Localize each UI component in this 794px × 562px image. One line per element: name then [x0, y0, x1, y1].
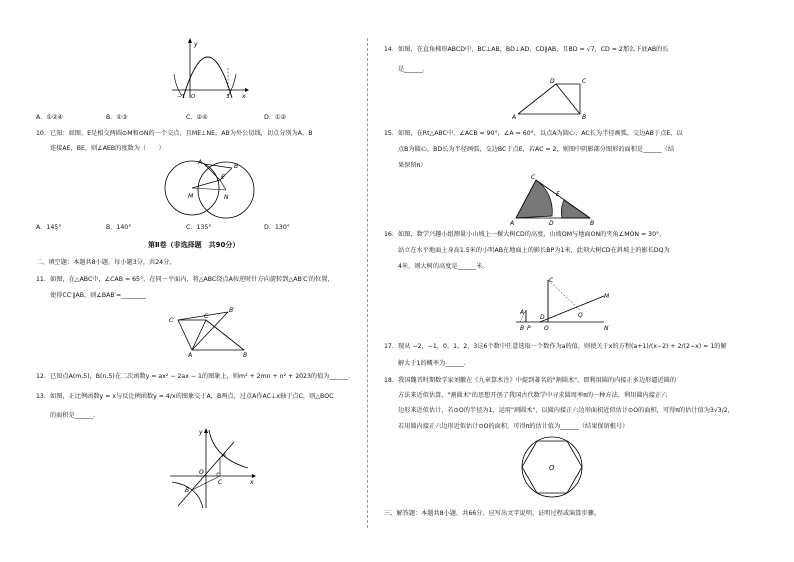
q11-label-cprime: C′	[169, 317, 175, 324]
q11-label-b: B	[243, 352, 248, 359]
q15-label-d: D	[549, 220, 554, 227]
q10-label-m: M	[188, 193, 194, 200]
column-divider	[367, 38, 368, 528]
q14-label-c: C	[582, 78, 587, 85]
q13-y-label: y	[199, 429, 203, 436]
q11-text-line1: 11．如图，在△ABC中，∠CAB = 65°，在同一平面内，将△ABC绕点A按逆时针方向旋转到△AB′C′的位置，	[36, 276, 334, 283]
q12-text: 12．已知点A(m,5)，B(n,5)在二次函数y = ax² − 2ax − 1的图象上，则m² + 2mn + n² + 2023的值为______.	[36, 373, 351, 380]
section2-title: 第Ⅱ卷（非选择题 共90分）	[148, 241, 240, 249]
q15-label-e: E	[556, 191, 560, 198]
q9-option-c: C．②④	[186, 114, 208, 121]
q16-label-o: O	[544, 325, 549, 332]
q14-text-line2: 是______.	[398, 66, 425, 73]
q18-hexagon-circle-figure	[512, 432, 592, 502]
q14-trapezoid-figure	[512, 78, 594, 120]
q13-label-c: C	[218, 479, 223, 486]
q15-label-c: C	[531, 174, 536, 181]
q14-text-line1: 14．如图，在直角梯形ABCD中，BC⊥AB，BD⊥AD，CD∥AB，且BD = √7，CD = 2那么下底AB的长	[384, 46, 669, 53]
q9-origin-label: O	[191, 94, 196, 100]
q18-text-line4: 若用圆内接正六边形近似估计⊙O的面积，可得π的估计值为______（结果保留根号）	[398, 423, 629, 430]
q10-two-circles-figure	[160, 158, 270, 218]
q16-text-line1: 16．如图，数学兴趣小组测量小山坡上一棵大树CD的高度，山坡OM与地面ON的夹角∠MON = 30°，	[384, 231, 666, 238]
q17-text-line1: 17．现从 −2，−1，0，1，2，3这6个数中任意选取一个数作为a的值，则使关于x的方程(a+1)/(x−2) + 2/(2−x) = 1的解	[384, 343, 727, 350]
q18-text-line2: 方法来近似估算，"割圆术"的思想开创了我国古代数学中寻求圆周率π的一种方法，利用圆内接正六	[398, 392, 668, 399]
q15-text-line1: 15．如图，在Rt△ABC中，∠ACB = 90°，∠A = 60°，以点A为圆心，AC长为半径画弧，交边AB于点E，以	[384, 130, 683, 137]
q11-label-a: A	[188, 352, 193, 359]
q15-label-a: A	[510, 220, 515, 227]
q10-option-b: B．140°	[106, 224, 132, 231]
q18-text-line3: 边形来近似估计，若⊙O的半径为1，运用"割圆术"，以圆内接正六边形面积近似估计⊙O的面积，可得π的估计值为3√3/2，	[398, 407, 734, 414]
q10-label-e: E	[221, 174, 225, 181]
q14-label-b: B	[582, 114, 587, 121]
q9-y-label: y	[194, 41, 198, 48]
q16-label-c: C	[549, 277, 554, 284]
q16-tree-slope-figure	[512, 274, 612, 332]
q9-option-d: D．①②	[264, 114, 287, 121]
q9-three-label: 3	[226, 94, 230, 100]
q11-rotation-figure	[168, 306, 258, 358]
q18-text-line1: 18．我国魏晋时期数学家刘徽在《九章算术注》中提到著名的"割圆术"，即利用圆的内接正多边形逼近圆的	[384, 377, 677, 384]
q15-text-line2: 点B为圆心，BD长为半径画弧，交边BC于点E，若AC = 2，则图中阴影部分图形的面积是______（结	[398, 146, 675, 153]
q13-label-b: B	[185, 487, 190, 494]
q16-text-line2: 站立在水平地面上身高1.5米的小明AB在地面上的影长BP为1米，此刻大树CD在斜坡上的影长DQ为	[398, 247, 670, 254]
q13-x-label: x	[250, 479, 254, 486]
q10-option-a: A．145°	[36, 224, 62, 231]
q15-shaded-triangle-figure	[506, 172, 602, 226]
q9-x-label: x	[242, 93, 246, 100]
q10-label-b: B	[234, 163, 239, 170]
q13-text-line1: 13．如图，正比例函数y = x与反比例函数y = 4/x的图象交于A，B两点，过点A作AC⊥x轴于点C，则△BOC	[36, 393, 334, 400]
q16-text-line3: 4米，则大树的高度是______米。	[398, 263, 489, 270]
q11-label-bprime: B′	[229, 307, 235, 314]
q16-label-a: A	[520, 309, 525, 316]
section2-header: 二、填空题：本题共8小题，每小题3分，共24分。	[36, 259, 176, 266]
q13-label-a: A	[222, 452, 227, 459]
q15-label-b: B	[590, 220, 595, 227]
q16-label-d: D	[540, 314, 545, 321]
q16-label-p: P	[527, 325, 531, 332]
q10-option-d: D．130°	[264, 224, 290, 231]
q15-text-line3: 果保留π）	[398, 162, 427, 169]
q13-text-line2: 的面积是______.	[50, 412, 96, 419]
q10-text-line1: 10．已知：如图，E是相交两圆⊙M和⊙N的一个交点，且ME⊥NE，AB为外公切线，切点分别为A，B	[36, 130, 313, 137]
q10-label-n: N	[224, 194, 229, 201]
q9-parabola-graph	[170, 38, 250, 100]
q14-label-d: D	[550, 78, 555, 85]
q10-option-c: C．135°	[186, 224, 212, 231]
q13-label-o: O	[199, 469, 204, 476]
q9-option-a: A．①②④	[36, 114, 64, 121]
q10-text-line2: 连接AE，BE，则∠AEB的度数为（ ）	[50, 145, 165, 152]
q16-label-n: N	[604, 325, 609, 332]
q14-label-a: A	[512, 114, 517, 121]
q11-text-line2: 使得CC′∥AB，则∠BAB′=________	[50, 292, 146, 299]
q18-label-o: O	[549, 464, 555, 472]
section3-header: 三、解答题：本题共8小题，共66分。应写出文字说明、证明过程或演算步骤。	[384, 510, 600, 517]
q16-label-m: M	[604, 293, 610, 300]
q10-label-a: A	[198, 159, 203, 166]
q11-label-c: C	[204, 313, 209, 320]
q17-text-line2: 解大于1的概率为______.	[398, 360, 466, 367]
q16-label-q: Q	[578, 312, 583, 319]
q9-neg1-label: −1	[177, 94, 186, 100]
q13-function-graph	[168, 428, 258, 510]
q9-option-b: B．①③	[106, 114, 128, 121]
q16-label-b: B	[520, 325, 525, 332]
